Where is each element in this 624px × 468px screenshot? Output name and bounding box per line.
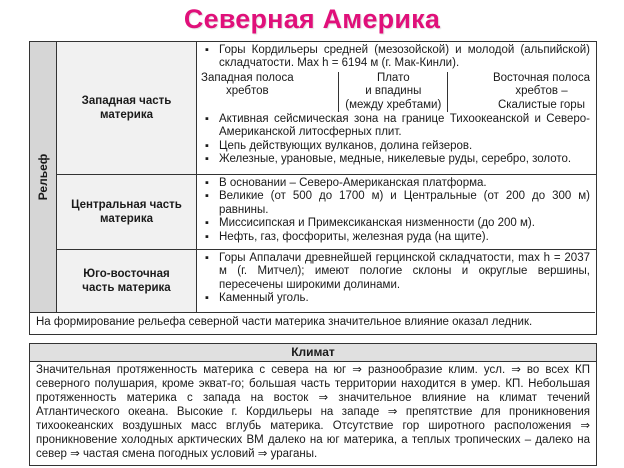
strip-line: (между хребтами) xyxy=(345,98,442,111)
bullet-item: ▪ Цепь действующих вулканов, долина гейзеров. xyxy=(201,140,590,153)
region-label: Центральная часть материка xyxy=(71,199,182,225)
strip-line: Скалистые горы xyxy=(497,98,585,111)
relief-side-label-text: Рельеф xyxy=(36,153,50,201)
region-cell xyxy=(57,42,197,174)
bullet-item: ▪ Каменный уголь. xyxy=(201,292,590,305)
bullet-item: ▪ Миссисипская и Примексиканская низменности (до 200 м). xyxy=(201,217,590,230)
relief-note: На формирование рельефа северной части материка значительное влияние оказал ледник. xyxy=(30,312,595,334)
relief-row-southeast xyxy=(57,250,596,312)
relief-side-label xyxy=(30,42,57,312)
region-details xyxy=(197,42,596,174)
region-cell xyxy=(57,250,197,312)
climate-heading: Климат xyxy=(30,344,596,362)
strip-line: Восточная полоса xyxy=(492,71,590,84)
strip-line: хребтов xyxy=(225,85,269,98)
bullet-item: ▪ Железные, урановые, медные, никелевые руды, серебро, золото. xyxy=(201,153,590,166)
bullet-item: ▪ Активная сейсмическая зона на границе Тихоокеанской и Северо-Американской литосферных плит. xyxy=(201,113,590,140)
region-cell xyxy=(57,175,197,249)
region-details xyxy=(197,175,596,249)
strip-line: и впадины xyxy=(365,85,422,98)
strip-line: хребтов – xyxy=(515,85,568,98)
cordillera-strips xyxy=(201,72,590,112)
bullet-item: ▪ Горы Кордильеры средней (мезозойской) и молодой (альпийской) складчатости. Max h = 6194 м (г. Мак-Кинли). xyxy=(201,44,590,71)
climate-box xyxy=(29,343,597,466)
region-label: Западная часть материка xyxy=(81,95,172,121)
strip-east xyxy=(493,72,590,112)
relief-rows xyxy=(57,42,596,312)
strip-west xyxy=(201,72,294,112)
region-label: Юго-восточная часть материка xyxy=(82,268,171,294)
bullet-item: ▪ Горы Аппалачи древнейшей герцинской складчатости, max h = 2037 м (г. Митчел); имеют пологие склоны и округлые вершины, пересечены широкими долинами. xyxy=(201,252,590,292)
relief-row-central xyxy=(57,175,596,250)
bullet-item: ▪ Нефть, газ, фосфориты, железная руда (на щите). xyxy=(201,231,590,244)
region-details xyxy=(197,250,596,312)
climate-text: Значительная протяженность материка с севера на юг ⇒ разнообразие клим. усл. ⇒ во всех КП северного полушария, кроме экват-го; большая часть территории находится в умер. КП. Небольшая протяженность материка с запада на восток ⇒ значительное влияние на климат течений Атлантического океана. Высокие г. Кордильеры на западе ⇒ препятствие для проникновения тихоокеанских воздушных масс вглубь материка. Отсутствие гор широтного расположения ⇒ проникновение холодных арктических ВМ далеко на юг материка, а теплых тропических – далеко на север ⇒ частая смена погодных условий ⇒ ураганы. xyxy=(36,364,590,460)
page-title: Северная Америка xyxy=(183,4,441,34)
strip-middle xyxy=(338,72,448,112)
bullet-item: ▪ В основании – Северо-Американская платформа. xyxy=(201,177,590,190)
relief-table xyxy=(29,41,597,335)
bullet-item: ▪ Великие (от 500 до 1700 м) и Центральные (от 200 до 300 м) равнины. xyxy=(201,190,590,217)
strip-line: Плато xyxy=(376,71,410,84)
strip-line: Западная полоса xyxy=(201,71,294,84)
relief-row-west xyxy=(57,42,596,175)
